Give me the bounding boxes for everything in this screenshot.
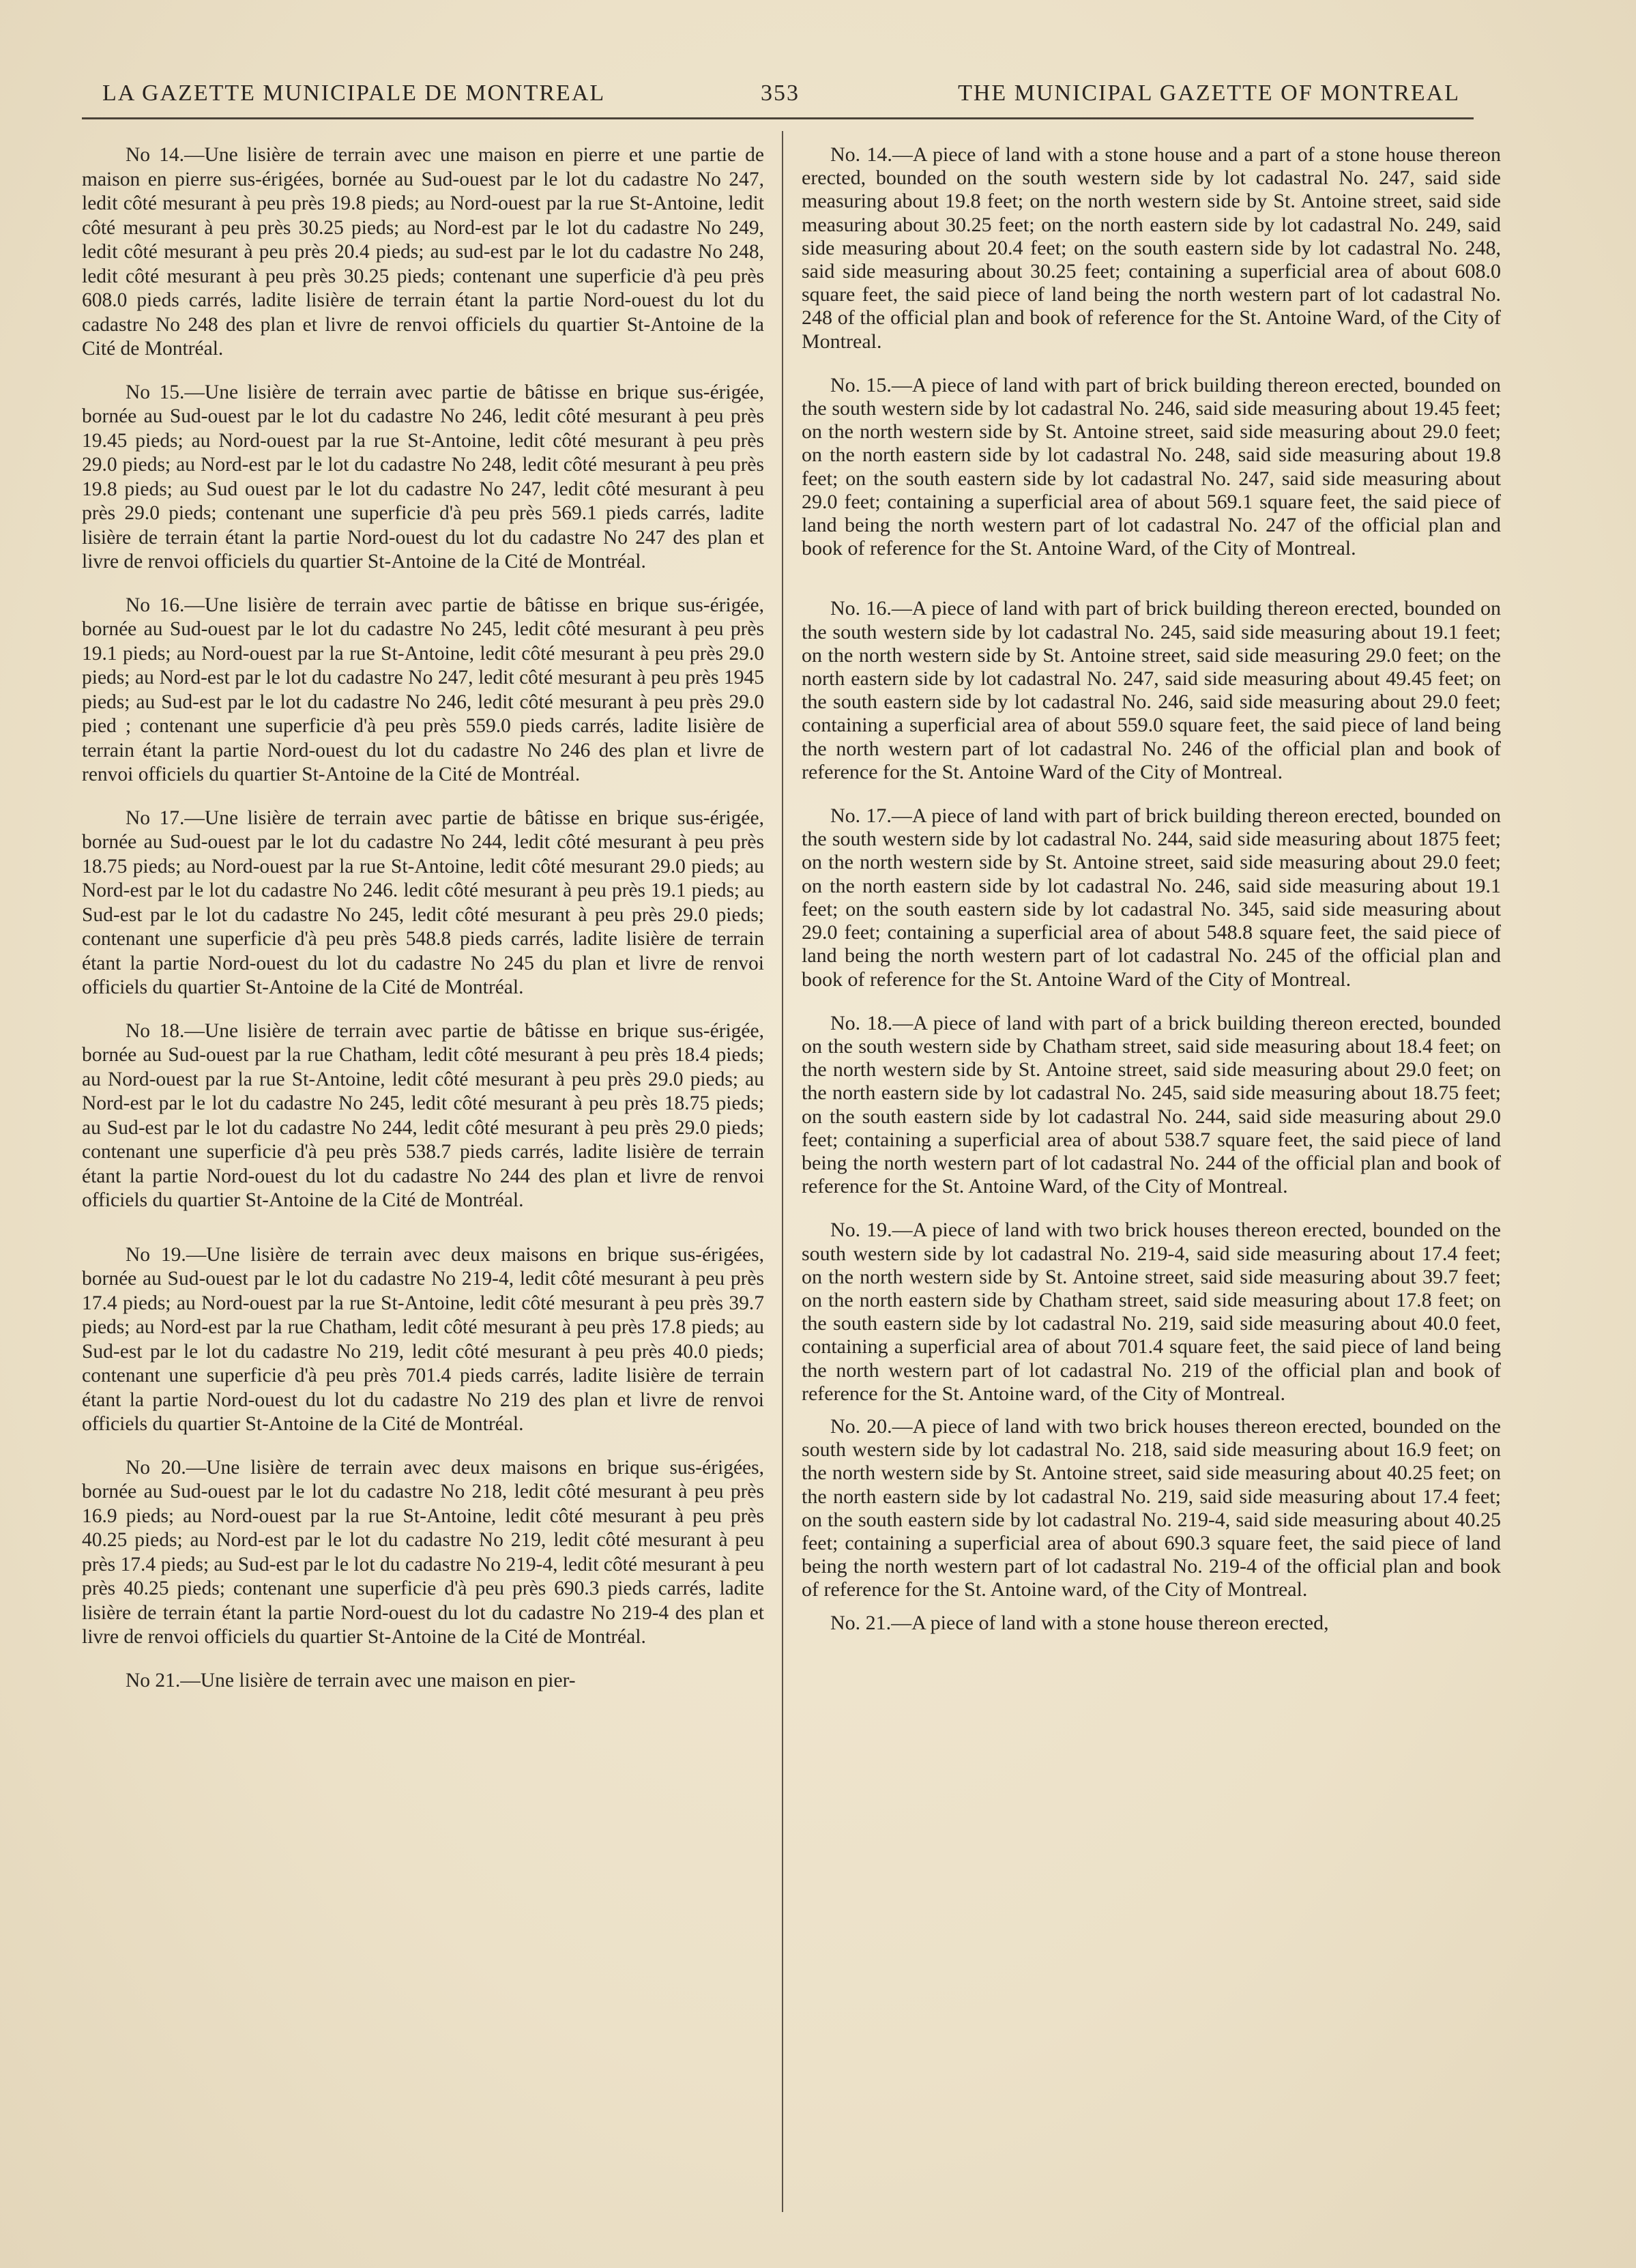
english-item-16: No. 16.—A piece of land with part of brick building thereon erected, bounded on the south western side by lot cadastral No. 245, said side measuring about 19.1 feet; on the north western side by St. Antoine street, said side measuring 29.0 feet; on the north eastern side by lot cadastral No. 247, said side measuring about 49.45 feet; on the south eastern side by lot cadastral No. 246, said side measuring about 29.0 feet; containing a superficial area of about 559.0 square feet, the said piece of land being the north western part of lot cadastral No. 246 of the official plan and book of reference for the St. Antoine Ward of the City of Montreal. xyxy=(802,597,1501,783)
header-french-title: LA GAZETTE MUNICIPALE DE MONTREAL xyxy=(102,81,606,106)
english-item-20: No. 20.—A piece of land with two brick houses thereon erected, bounded on the south western side by lot cadastral No. 218, said side measuring about 16.9 feet; on the north western side by St. Antoine street, said side measuring about 40.25 feet; on the north eastern side by lot cadastral No. 219, said side measuring about 17.4 feet; on the south eastern side by lot cadastral No. 219-4, said side measuring about 40.25 feet; containing a superficial area of about 690.3 square feet, the said piece of land being the north western part of lot cadastral No. 219-4 of the official plan and book of reference for the St. Antoine ward, of the City of Montreal. xyxy=(802,1414,1501,1601)
french-item-20: No 20.—Une lisière de terrain avec deux maisons en brique sus-érigées, bornée au Sud-ouest par le lot du cadastre No 218, ledit côté mesurant à peu près 16.9 pieds; au Nord-ouest par la rue St-Antoine, ledit côté mesurant à peu près 40.25 pieds; au Nord-est par le lot du cadastre No 219, ledit côté mesurant à peu près 17.4 pieds; au Sud-est par le lot du cadastre No 219-4, ledit côté mesurant à peu près 40.25 pieds; contenant une superficie d'à peu près 690.3 pieds carrés, ladite lisière de terrain étant la partie Nord-ouest du lot du cadastre No 219-4 des plan et livre de renvoi officiels du quartier St-Antoine de la Cité de Montréal. xyxy=(82,1456,764,1648)
french-item-19: No 19.—Une lisière de terrain avec deux maisons en brique sus-érigées, bornée au Sud-ouest par le lot du cadastre No 219-4, ledit côté mesurant à peu près 17.4 pieds; au Nord-ouest par la rue St-Antoine, ledit côté mesurant à peu près 39.7 pieds; au Nord-est par la rue Chatham, ledit côté mesurant à peu près 17.8 pieds; au Sud-est par le lot du cadastre No 219, ledit côté mesurant à peu près 40.0 pieds; contenant une superficie d'à peu près 701.4 pieds carrés, ladite lisière de terrain étant la partie Nord-ouest du lot du cadastre No 219 des plan et livre de renvoi officiels du quartier St-Antoine de la Cité de Montréal. xyxy=(82,1243,764,1435)
page-number: 353 xyxy=(761,81,800,106)
english-item-17: No. 17.—A piece of land with part of brick building thereon erected, bounded on the south western side by lot cadastral No. 244, said side measuring about 1875 feet; on the north western side by St. Antoine street, said side measuring about 29.0 feet; on the north eastern side by lot cadastral No. 246, said side measuring about 19.1 feet; on the south eastern side by lot cadastral No. 345, said side measuring about 29.0 feet; containing a superficial area of about 548.8 square feet, the said piece of land being the north western part of lot cadastral No. 245 of the official plan and book of reference for the St. Antoine Ward of the City of Montreal. xyxy=(802,804,1501,991)
english-item-18: No. 18.—A piece of land with part of a brick building thereon erected, bounded on the south western side by Chatham street, said side measuring about 18.4 feet; on the north western side by St. Antoine street, said side measuring about 29.0 feet; on the north eastern side by lot cadastral No. 245, said side measuring about 18.75 feet; on the south eastern side by lot cadastral No. 244, said side measuring about 29.0 feet; containing a superficial area of about 538.7 square feet, the said piece of land being the north western part of lot cadastral No. 244 of the official plan and book of reference for the St. Antoine Ward, of the City of Montreal. xyxy=(802,1011,1501,1198)
column-divider xyxy=(782,131,783,2212)
english-item-21: No. 21.—A piece of land with a stone house thereon erected, xyxy=(830,1611,1329,1634)
french-column xyxy=(82,143,764,1693)
header-rule xyxy=(82,117,1474,119)
english-item-15: No. 15.—A piece of land with part of brick building thereon erected, bounded on the south western side by lot cadastral No. 246, said side measuring about 19.45 feet; on the north western side by St. Antoine street, said side measuring about 29.0 feet; on the north eastern side by lot cadastral No. 248, said side measuring about 19.8 feet; on the south eastern side by lot cadastral No. 247, said side measuring about 29.0 feet; containing a superficial area of about 569.1 square feet, the said piece of land being the north western part of lot cadastral No. 247 of the official plan and book of reference for the St. Antoine Ward, of the City of Montreal. xyxy=(802,373,1501,560)
french-item-18: No 18.—Une lisière de terrain avec partie de bâtisse en brique sus-érigée, bornée au Sud-ouest par la rue Chatham, ledit côté mesurant à peu près 18.4 pieds; au Nord-ouest par la rue St-Antoine, ledit côté mesurant à peu près 29.0 pieds; au Nord-est par le lot du cadastre No 245, ledit côté mesurant à peu près 18.75 pieds; au Sud-est par le lot du cadastre No 244, ledit côté mesurant à peu près 29.0 pieds; contenant une superficie d'à peu près 538.7 pieds carrés, ladite lisière de terrain étant la partie Nord-ouest du lot du cadastre No 244 des plan et livre de renvoi officiels du quartier St-Antoine de la Cité de Montréal. xyxy=(82,1019,764,1211)
french-item-15: No 15.—Une lisière de terrain avec partie de bâtisse en brique sus-érigée, bornée au Sud-ouest par le lot du cadastre No 246, ledit côté mesurant à peu près 19.45 pieds; au Nord-ouest par la rue St-Antoine, ledit côté mesurant à peu près 29.0 pieds; au Nord-est par le lot du cadastre No 248, ledit côté mesurant à peu près 19.8 pieds; au Sud ouest par le lot du cadastre No 247, ledit côté mesurant à peu près 29.0 pieds; contenant une superficie d'à peu près 569.1 pieds carrés, ladite lisière de terrain étant la partie Nord-ouest du lot du cadastre No 247 des plan et livre de renvoi officiels du quartier St-Antoine de la Cité de Montréal. xyxy=(82,381,764,572)
french-item-14: No 14.—Une lisière de terrain avec une maison en pierre et une partie de maison en pierre sus-érigées, bornée au Sud-ouest par le lot du cadastre No 247, ledit côté mesurant à peu près 19.8 pieds; au Nord-ouest par la rue St-Antoine, ledit côté mesurant à peu près 30.25 pieds; au Nord-est par le lot du cadastre No 249, ledit côté mesurant à peu près 20.4 pieds; au sud-est par le lot du cadastre No 248, ledit côté mesurant à peu près 30.25 pieds; contenant une superficie d'à peu près 608.0 pieds carrés, ladite lisière de terrain étant la partie Nord-ouest du lot du cadastre No 248 des plan et livre de renvoi officiels du quartier St-Antoine de la Cité de Montréal. xyxy=(82,144,764,360)
english-column xyxy=(802,143,1501,1635)
french-item-16: No 16.—Une lisière de terrain avec partie de bâtisse en brique sus-érigée, bornée au Sud-ouest par le lot du cadastre No 245, ledit côté mesurant à peu près 19.1 pieds; au Nord-ouest par la rue St-Antoine, ledit côté mesurant à peu près 29.0 pieds; au Nord-est par le lot du cadastre No 247, ledit côté mesurant à peu près 1945 pieds; au Sud-est par le lot du cadastre No 246, ledit côté mesurant à peu près 29.0 pied ; contenant une superficie d'à peu près 559.0 pieds carrés, ladite lisière de terrain étant la partie Nord-ouest du lot du cadastre No 246 des plan et livre de renvoi officiels du quartier St-Antoine de la Cité de Montréal. xyxy=(82,594,764,785)
english-item-14: No. 14.—A piece of land with a stone house and a part of a stone house thereon erected, bounded on the south western side by lot cadastral No. 247, said side measuring about 19.8 feet; on the north western side by St. Antoine street, said side measuring about 30.25 feet; on the north eastern side by lot cadastral No. 249, said side measuring about 20.4 feet; on the south eastern side by lot cadastral No. 248, said side measuring about 30.25 feet; containing a superficial area of about 608.0 square feet, the said piece of land being the north western part of lot cadastral No. 248 of the official plan and book of reference for the St. Antoine Ward, of the City of Montreal. xyxy=(802,143,1501,353)
english-item-19: No. 19.—A piece of land with two brick houses thereon erected, bounded on the south western side by lot cadastral No. 219-4, said side measuring about 17.4 feet; on the north western side by St. Antoine street, said side measuring about 39.7 feet; on the north eastern side by Chatham street, said side measuring about 17.8 feet; on the south eastern side by lot cadastral No. 219, said side measuring about 40.0 feet, containing a superficial area of about 701.4 square feet, the said piece of land being the north western part of lot cadastral No. 219 of the official plan and book of reference for the St. Antoine ward, of the City of Montreal. xyxy=(802,1219,1501,1405)
header-english-title: THE MUNICIPAL GAZETTE OF MONTREAL xyxy=(958,81,1460,106)
french-item-21: No 21.—Une lisière de terrain avec une maison en pier- xyxy=(126,1669,576,1691)
french-item-17: No 17.—Une lisière de terrain avec partie de bâtisse en brique sus-érigée, bornée au Sud-ouest par le lot du cadastre No 244, ledit côté mesurant à peu près 18.75 pieds; au Nord-ouest par la rue St-Antoine, ledit côté mesurant 29.0 pieds; au Nord-est par le lot du cadastre No 246. ledit côté mesurant à peu près 19.1 pieds; au Sud-est par le lot du cadastre No 245, ledit côté mesurant à peu près 29.0 pieds; contenant une superficie d'à peu près 548.8 pieds carrés, ladite lisière de terrain étant la partie Nord-ouest du lot du cadastre No 245 du plan et livre de renvoi officiels du quartier St-Antoine de la Cité de Montréal. xyxy=(82,806,764,998)
page-header xyxy=(82,81,1474,121)
